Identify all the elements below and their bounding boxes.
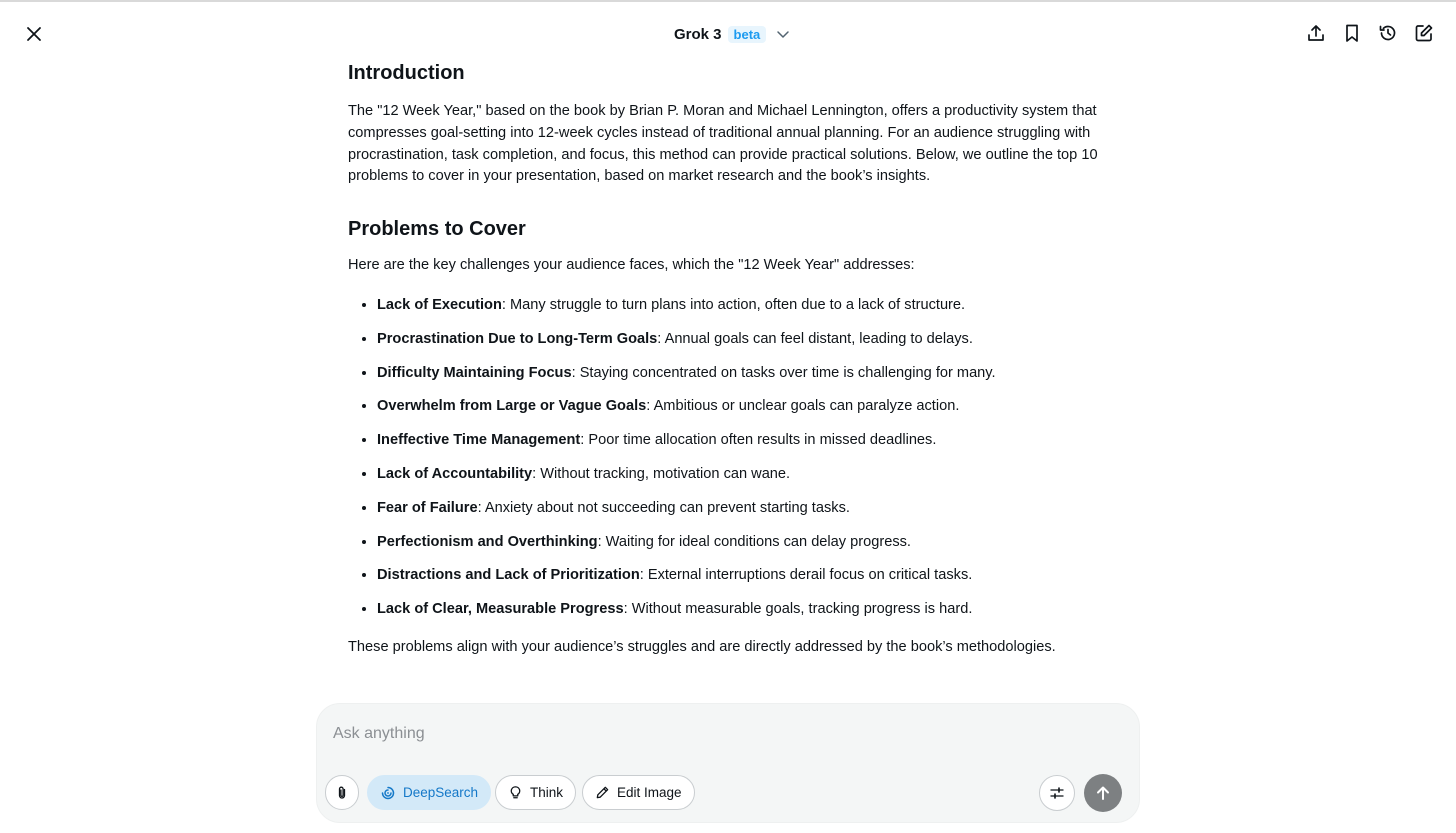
new-chat-button[interactable] (1414, 22, 1434, 44)
list-item (377, 565, 1118, 587)
pencil-icon (595, 785, 610, 800)
problem-text: : Staying concentrated on tasks over time is challenging for many. (571, 364, 996, 381)
list-item (377, 363, 1118, 385)
list-item (377, 430, 1118, 452)
model-selector[interactable] (674, 22, 792, 46)
send-button[interactable] (1084, 774, 1122, 812)
history-icon (1378, 23, 1398, 43)
closing-paragraph: These problems align with your audience’s struggles and are directly addressed by the book’s methodologies. (348, 638, 1056, 655)
deepsearch-icon (380, 785, 396, 801)
model-name: Grok 3 (674, 25, 722, 43)
list-item (377, 532, 1118, 554)
list-item (377, 396, 1118, 418)
problems-heading: Problems to Cover (348, 218, 526, 241)
problem-title: Lack of Clear, Measurable Progress (377, 601, 624, 618)
problem-text: : External interruptions derail focus on critical tasks. (639, 567, 973, 584)
close-button[interactable] (20, 20, 48, 48)
list-item (377, 498, 1118, 520)
response-content (348, 56, 1118, 659)
bookmark-button[interactable] (1342, 22, 1362, 44)
problems-intro: Here are the key challenges your audience faces, which the "12 Week Year" addresses: (348, 257, 915, 274)
problem-title: Lack of Execution (377, 296, 502, 313)
beta-badge: beta (728, 26, 767, 43)
intro-paragraph: The "12 Week Year," based on the book by Brian P. Moran and Michael Lennington, offers a productivity system that compresses goal-setting into 12-week cycles instead of traditional annual planning. For an audience struggling with procrastination, task completion, and focus, this method can provide practical solutions. Below, we outline the top 10 problems to cover in your presentation, based on market research and the book’s insights. (348, 103, 1098, 185)
problem-text: : Annual goals can feel distant, leading to delays. (657, 330, 973, 347)
paperclip-icon (334, 785, 350, 801)
top-divider (0, 0, 1456, 2)
intro-heading: Introduction (348, 62, 465, 84)
problem-text: : Without tracking, motivation can wane. (532, 465, 791, 482)
problem-text: : Without measurable goals, tracking progress is hard. (623, 601, 973, 618)
chevron-down-icon (776, 26, 792, 42)
problem-title: Difficulty Maintaining Focus (377, 364, 572, 381)
problem-text: : Many struggle to turn plans into action, often due to a lack of structure. (501, 296, 966, 313)
edit-image-button[interactable] (582, 775, 695, 810)
problem-title: Overwhelm from Large or Vague Goals (377, 398, 647, 415)
list-item (377, 329, 1118, 351)
attach-button[interactable] (325, 775, 359, 810)
history-button[interactable] (1378, 22, 1398, 44)
list-item (377, 599, 1118, 621)
problem-text: : Anxiety about not succeeding can prevent starting tasks. (477, 499, 850, 516)
think-label: Think (530, 785, 564, 800)
list-item (377, 295, 1118, 317)
problem-title: Lack of Accountability (377, 465, 533, 482)
think-button[interactable] (495, 775, 576, 810)
problems-list (348, 295, 1118, 621)
problem-text: : Ambitious or unclear goals can paralyze action. (646, 398, 960, 415)
close-icon (25, 25, 43, 43)
problem-text: : Waiting for ideal conditions can delay progress. (597, 533, 911, 550)
deepsearch-label: DeepSearch (403, 785, 479, 800)
arrow-up-icon (1094, 784, 1112, 802)
sliders-icon (1049, 785, 1065, 801)
header-actions (1306, 22, 1434, 44)
problem-text: : Poor time allocation often results in missed deadlines. (580, 432, 937, 449)
problem-title: Ineffective Time Management (377, 432, 581, 449)
list-item (377, 464, 1118, 486)
problem-title: Distractions and Lack of Prioritization (377, 567, 640, 584)
edit-image-label: Edit Image (617, 785, 682, 800)
problem-title: Fear of Failure (377, 499, 478, 516)
chat-composer (316, 703, 1140, 823)
new-chat-icon (1414, 23, 1434, 43)
lightbulb-icon (508, 785, 523, 800)
model-options-button[interactable] (1039, 775, 1075, 811)
problem-title: Procrastination Due to Long-Term Goals (377, 330, 658, 347)
bookmark-icon (1342, 23, 1362, 43)
ask-input[interactable] (333, 722, 1033, 746)
share-button[interactable] (1306, 22, 1326, 44)
deepsearch-button[interactable] (367, 775, 491, 810)
share-icon (1306, 23, 1326, 43)
problem-title: Perfectionism and Overthinking (377, 533, 598, 550)
